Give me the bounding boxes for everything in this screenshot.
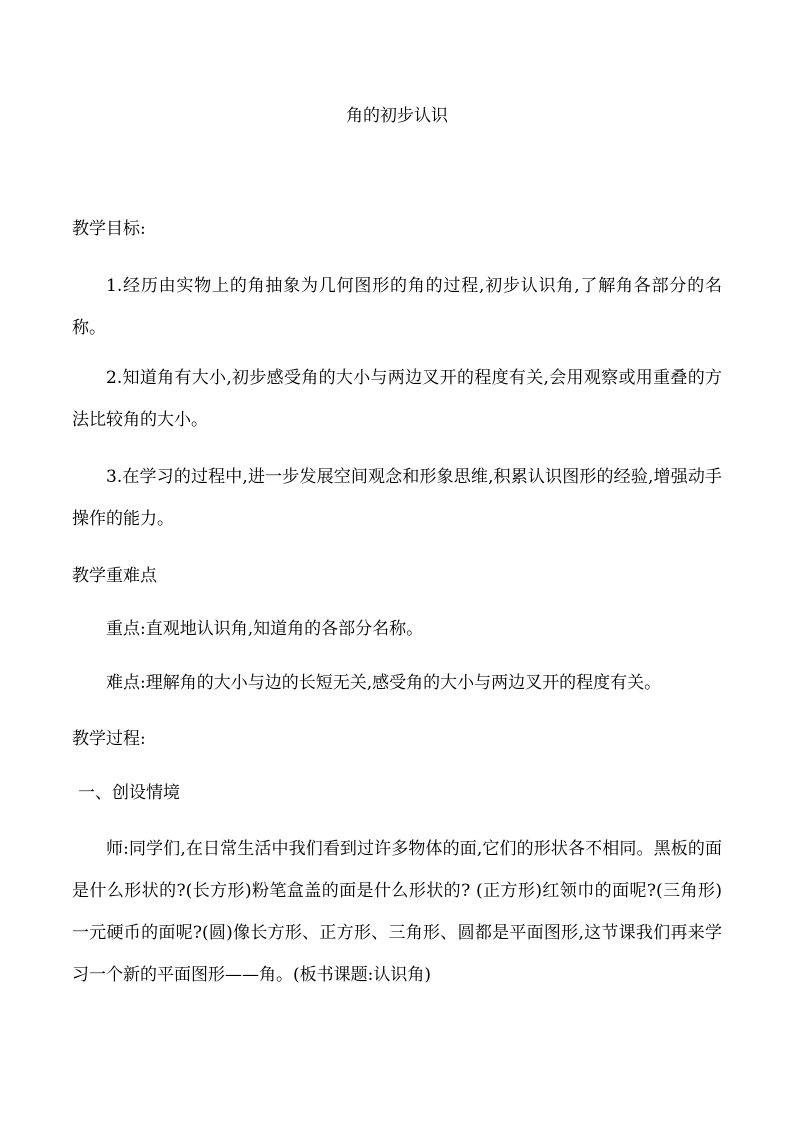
- process-heading: 教学过程:: [72, 729, 146, 749]
- objective-item-2: 2.知道角有大小,初步感受角的大小与两边叉开的程度有关,会用观察或用重叠的方法比较角的大小。: [72, 368, 722, 430]
- document-title: 角的初步认识: [346, 106, 448, 126]
- objective-item-1: 1.经历由实物上的角抽象为几何图形的角的过程,初步认识角,了解角各部分的名称。: [72, 276, 722, 338]
- section-heading-scenario: 一、创设情境: [78, 783, 180, 803]
- key-point: 重点:直观地认识角,知道角的各部分名称。: [106, 619, 424, 639]
- section-scenario-text: 师:同学们,在日常生活中我们看到过许多物体的面,它们的形状各不相同。黑板的面是什么形状的?(长方形)粉笔盒盖的面是什么形状的? (正方形)红领巾的面呢?(三角形)一元硬币的面呢?(圆)像长方形、正方形、三角形、圆都是平面图形,这节课我们再来学习一个新的平面图形——角。(板书课题:认识角): [72, 839, 722, 985]
- difficult-point: 难点:理解角的大小与边的长短无关,感受角的大小与两边叉开的程度有关。: [106, 673, 662, 693]
- objective-item-3: 3.在学习的过程中,进一步发展空间观念和形象思维,积累认识图形的经验,增强动手操作的能力。: [72, 467, 722, 529]
- objectives-heading: 教学目标:: [72, 219, 146, 239]
- key-points-heading: 教学重难点: [72, 566, 157, 586]
